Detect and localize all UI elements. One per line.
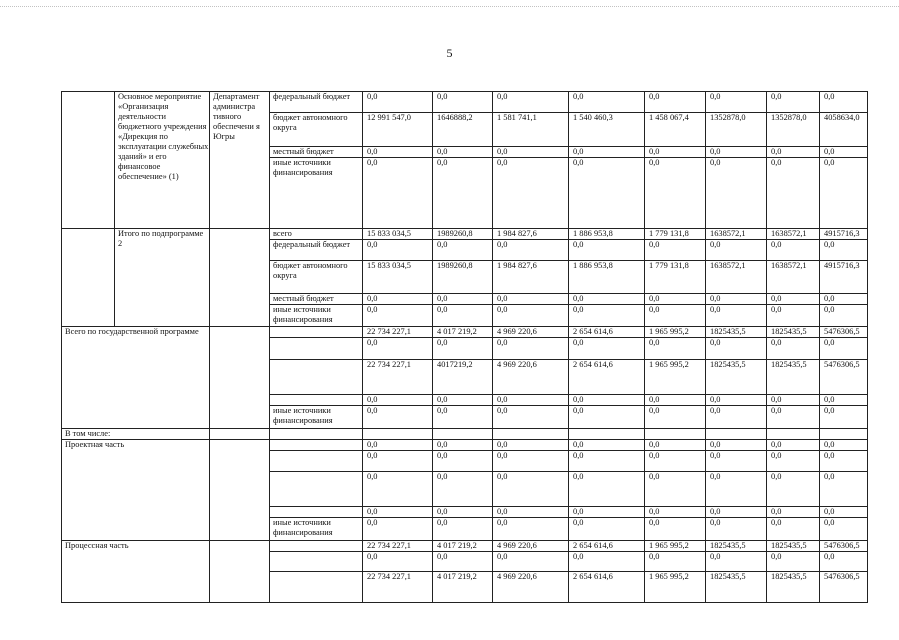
value-cell: 0,0 xyxy=(493,240,569,261)
value-cell: 4 017 219,2 xyxy=(433,541,493,552)
value-cell: 1 965 995,2 xyxy=(645,360,706,395)
value-cell: 0,0 xyxy=(820,158,868,229)
value-cell: 0,0 xyxy=(433,92,493,113)
value-cell: 0,0 xyxy=(433,507,493,518)
value-cell: 0,0 xyxy=(493,451,569,472)
table-cell xyxy=(62,229,115,327)
value-cell: 12 991 547,0 xyxy=(363,113,433,147)
source-cell: местный бюджет xyxy=(270,147,363,158)
value-cell: 0,0 xyxy=(645,507,706,518)
value-cell: 22 734 227,1 xyxy=(363,572,433,603)
value-cell: 0,0 xyxy=(363,451,433,472)
value-cell: 0,0 xyxy=(569,507,645,518)
value-cell xyxy=(363,429,433,440)
value-cell: 1352878,0 xyxy=(706,113,767,147)
value-cell: 0,0 xyxy=(569,338,645,360)
value-cell: 0,0 xyxy=(569,472,645,507)
value-cell: 0,0 xyxy=(363,552,433,572)
value-cell: 5476306,5 xyxy=(820,327,868,338)
value-cell: 0,0 xyxy=(767,395,820,406)
value-cell xyxy=(433,429,493,440)
value-cell: 0,0 xyxy=(645,92,706,113)
value-cell: 1352878,0 xyxy=(767,113,820,147)
value-cell: 2 654 614,6 xyxy=(569,327,645,338)
value-cell: 0,0 xyxy=(493,406,569,429)
source-cell xyxy=(270,552,363,572)
table-row xyxy=(62,327,868,338)
value-cell: 0,0 xyxy=(820,92,868,113)
value-cell: 0,0 xyxy=(645,240,706,261)
value-cell: 0,0 xyxy=(363,240,433,261)
value-cell: 0,0 xyxy=(820,338,868,360)
source-cell xyxy=(270,472,363,507)
value-cell: 1 581 741,1 xyxy=(493,113,569,147)
table-cell xyxy=(210,429,270,440)
value-cell: 0,0 xyxy=(363,406,433,429)
value-cell: 0,0 xyxy=(645,158,706,229)
value-cell: 0,0 xyxy=(433,406,493,429)
value-cell: 0,0 xyxy=(767,406,820,429)
value-cell: 0,0 xyxy=(493,440,569,451)
source-cell: местный бюджет xyxy=(270,294,363,305)
source-cell: бюджет автономного округа xyxy=(270,261,363,294)
value-cell: 0,0 xyxy=(493,395,569,406)
value-cell: 0,0 xyxy=(363,158,433,229)
value-cell: 0,0 xyxy=(820,507,868,518)
value-cell: 4 969 220,6 xyxy=(493,572,569,603)
value-cell: 0,0 xyxy=(820,440,868,451)
value-cell xyxy=(645,429,706,440)
value-cell: 1 965 995,2 xyxy=(645,572,706,603)
source-cell: федеральный бюджет xyxy=(270,92,363,113)
source-cell xyxy=(270,440,363,451)
value-cell: 4 017 219,2 xyxy=(433,572,493,603)
value-cell: 4 969 220,6 xyxy=(493,360,569,395)
value-cell: 0,0 xyxy=(767,518,820,541)
value-cell: 22 734 227,1 xyxy=(363,541,433,552)
value-cell: 0,0 xyxy=(493,552,569,572)
source-cell xyxy=(270,451,363,472)
source-cell xyxy=(270,572,363,603)
project-part-label-cell: Проектная часть xyxy=(62,440,210,541)
value-cell: 0,0 xyxy=(493,338,569,360)
source-cell: иные источники финансирования xyxy=(270,518,363,541)
value-cell: 0,0 xyxy=(363,294,433,305)
value-cell: 5476306,5 xyxy=(820,360,868,395)
source-cell xyxy=(270,327,363,338)
page-number: 5 xyxy=(446,46,453,60)
value-cell: 2 654 614,6 xyxy=(569,541,645,552)
value-cell: 0,0 xyxy=(363,305,433,327)
value-cell: 0,0 xyxy=(820,147,868,158)
value-cell: 1989260,8 xyxy=(433,229,493,240)
value-cell: 0,0 xyxy=(767,338,820,360)
value-cell: 5476306,5 xyxy=(820,572,868,603)
value-cell: 1638572,1 xyxy=(706,261,767,294)
value-cell: 0,0 xyxy=(493,305,569,327)
value-cell: 15 833 034,5 xyxy=(363,229,433,240)
value-cell: 0,0 xyxy=(493,518,569,541)
value-cell: 0,0 xyxy=(645,472,706,507)
value-cell: 0,0 xyxy=(706,294,767,305)
value-cell: 1 886 953,8 xyxy=(569,229,645,240)
source-cell xyxy=(270,507,363,518)
event-name-cell: Основное мероприятие «Организация деятельности бюджетного учреждения «Дирекция по эксплуатации служебных зданий» и его финансовое обеспечение» (1) xyxy=(115,92,210,229)
value-cell: 1638572,1 xyxy=(767,261,820,294)
value-cell: 1 886 953,8 xyxy=(569,261,645,294)
value-cell: 0,0 xyxy=(569,240,645,261)
value-cell: 0,0 xyxy=(493,158,569,229)
value-cell: 0,0 xyxy=(706,92,767,113)
value-cell: 0,0 xyxy=(706,338,767,360)
value-cell: 0,0 xyxy=(767,147,820,158)
value-cell: 0,0 xyxy=(820,305,868,327)
source-cell: бюджет автономного округа xyxy=(270,113,363,147)
value-cell: 0,0 xyxy=(569,518,645,541)
value-cell: 0,0 xyxy=(363,92,433,113)
value-cell: 0,0 xyxy=(645,440,706,451)
responsible-cell: Департамент администра тивного обеспечени я Югры xyxy=(210,92,270,229)
value-cell: 0,0 xyxy=(569,147,645,158)
value-cell: 0,0 xyxy=(569,440,645,451)
value-cell: 5476306,5 xyxy=(820,541,868,552)
value-cell: 0,0 xyxy=(363,395,433,406)
value-cell: 0,0 xyxy=(706,147,767,158)
value-cell: 2 654 614,6 xyxy=(569,572,645,603)
scan-edge-noise xyxy=(0,6,899,8)
table-row xyxy=(62,541,868,552)
value-cell: 0,0 xyxy=(363,338,433,360)
value-cell: 0,0 xyxy=(433,395,493,406)
value-cell: 1646888,2 xyxy=(433,113,493,147)
value-cell: 0,0 xyxy=(820,406,868,429)
source-cell: всего xyxy=(270,229,363,240)
value-cell: 0,0 xyxy=(493,147,569,158)
value-cell: 0,0 xyxy=(645,395,706,406)
value-cell: 0,0 xyxy=(706,440,767,451)
value-cell: 0,0 xyxy=(363,147,433,158)
table-cell xyxy=(62,92,115,229)
value-cell: 0,0 xyxy=(493,294,569,305)
source-cell xyxy=(270,541,363,552)
table-cell xyxy=(270,429,363,440)
value-cell: 4 969 220,6 xyxy=(493,327,569,338)
table-cell xyxy=(210,327,270,429)
value-cell: 0,0 xyxy=(767,552,820,572)
value-cell: 0,0 xyxy=(645,338,706,360)
value-cell: 0,0 xyxy=(433,472,493,507)
value-cell: 0,0 xyxy=(767,240,820,261)
value-cell: 0,0 xyxy=(433,305,493,327)
value-cell: 1 984 827,6 xyxy=(493,261,569,294)
value-cell: 0,0 xyxy=(569,294,645,305)
value-cell: 15 833 034,5 xyxy=(363,261,433,294)
value-cell: 0,0 xyxy=(645,552,706,572)
value-cell: 1825435,5 xyxy=(706,572,767,603)
value-cell: 1 984 827,6 xyxy=(493,229,569,240)
value-cell: 0,0 xyxy=(820,518,868,541)
value-cell xyxy=(706,429,767,440)
value-cell: 0,0 xyxy=(433,451,493,472)
value-cell xyxy=(569,429,645,440)
source-cell: федеральный бюджет xyxy=(270,240,363,261)
total-label-cell: Всего по государственной программе xyxy=(62,327,210,429)
value-cell: 1 965 995,2 xyxy=(645,541,706,552)
value-cell: 0,0 xyxy=(493,92,569,113)
value-cell: 0,0 xyxy=(706,518,767,541)
value-cell: 0,0 xyxy=(820,552,868,572)
value-cell: 0,0 xyxy=(820,294,868,305)
process-part-label-cell: Процессная часть xyxy=(62,541,210,603)
value-cell: 22 734 227,1 xyxy=(363,360,433,395)
table-cell xyxy=(210,541,270,603)
value-cell: 0,0 xyxy=(433,440,493,451)
value-cell: 0,0 xyxy=(645,406,706,429)
value-cell: 0,0 xyxy=(433,338,493,360)
value-cell: 4 017 219,2 xyxy=(433,327,493,338)
value-cell: 0,0 xyxy=(706,240,767,261)
value-cell: 0,0 xyxy=(363,440,433,451)
value-cell: 0,0 xyxy=(767,440,820,451)
value-cell: 0,0 xyxy=(363,507,433,518)
source-cell: иные источники финансирования xyxy=(270,158,363,229)
value-cell: 0,0 xyxy=(706,395,767,406)
value-cell: 0,0 xyxy=(820,240,868,261)
value-cell: 1825435,5 xyxy=(706,360,767,395)
value-cell: 1638572,1 xyxy=(706,229,767,240)
value-cell: 0,0 xyxy=(820,451,868,472)
value-cell xyxy=(767,429,820,440)
value-cell: 1 540 460,3 xyxy=(569,113,645,147)
value-cell: 0,0 xyxy=(706,158,767,229)
value-cell: 1 779 131,8 xyxy=(645,229,706,240)
value-cell: 1825435,5 xyxy=(767,541,820,552)
value-cell: 0,0 xyxy=(569,92,645,113)
value-cell: 1 458 067,4 xyxy=(645,113,706,147)
value-cell: 4915716,3 xyxy=(820,261,868,294)
value-cell: 0,0 xyxy=(767,158,820,229)
value-cell: 0,0 xyxy=(767,451,820,472)
value-cell: 0,0 xyxy=(706,507,767,518)
value-cell: 0,0 xyxy=(820,395,868,406)
value-cell: 1825435,5 xyxy=(706,541,767,552)
value-cell: 0,0 xyxy=(433,240,493,261)
value-cell: 22 734 227,1 xyxy=(363,327,433,338)
financing-table xyxy=(61,91,868,603)
value-cell xyxy=(493,429,569,440)
value-cell: 0,0 xyxy=(645,294,706,305)
value-cell: 0,0 xyxy=(645,305,706,327)
value-cell: 0,0 xyxy=(363,472,433,507)
value-cell: 1825435,5 xyxy=(767,360,820,395)
table-row xyxy=(62,429,868,440)
table-row xyxy=(62,229,868,240)
value-cell: 0,0 xyxy=(645,451,706,472)
value-cell: 0,0 xyxy=(767,472,820,507)
value-cell: 0,0 xyxy=(706,472,767,507)
including-label-cell: В том числе: xyxy=(62,429,210,440)
value-cell: 1825435,5 xyxy=(767,327,820,338)
value-cell: 0,0 xyxy=(433,552,493,572)
value-cell: 1825435,5 xyxy=(767,572,820,603)
value-cell: 0,0 xyxy=(706,451,767,472)
source-cell xyxy=(270,360,363,395)
value-cell: 4017219,2 xyxy=(433,360,493,395)
value-cell: 2 654 614,6 xyxy=(569,360,645,395)
value-cell: 1638572,1 xyxy=(767,229,820,240)
value-cell: 0,0 xyxy=(433,147,493,158)
source-cell xyxy=(270,338,363,360)
value-cell: 0,0 xyxy=(493,472,569,507)
source-cell: иные источники финансирования xyxy=(270,406,363,429)
value-cell: 4058634,0 xyxy=(820,113,868,147)
value-cell: 0,0 xyxy=(569,552,645,572)
value-cell: 1 965 995,2 xyxy=(645,327,706,338)
value-cell: 0,0 xyxy=(433,294,493,305)
value-cell: 0,0 xyxy=(569,451,645,472)
value-cell: 0,0 xyxy=(767,305,820,327)
table-row xyxy=(62,440,868,451)
source-cell xyxy=(270,395,363,406)
source-cell: иные источники финансирования xyxy=(270,305,363,327)
value-cell: 0,0 xyxy=(820,472,868,507)
subtotal-label-cell: Итого по подпрограмме 2 xyxy=(115,229,210,327)
value-cell: 0,0 xyxy=(767,294,820,305)
value-cell: 0,0 xyxy=(493,507,569,518)
table-row xyxy=(62,92,868,113)
value-cell: 1989260,8 xyxy=(433,261,493,294)
value-cell: 4 969 220,6 xyxy=(493,541,569,552)
value-cell: 0,0 xyxy=(569,305,645,327)
value-cell: 1 779 131,8 xyxy=(645,261,706,294)
value-cell: 0,0 xyxy=(569,406,645,429)
value-cell: 0,0 xyxy=(706,406,767,429)
value-cell xyxy=(820,429,868,440)
value-cell: 0,0 xyxy=(645,147,706,158)
value-cell: 0,0 xyxy=(706,305,767,327)
value-cell: 0,0 xyxy=(767,92,820,113)
value-cell: 4915716,3 xyxy=(820,229,868,240)
value-cell: 0,0 xyxy=(569,395,645,406)
value-cell: 0,0 xyxy=(363,518,433,541)
value-cell: 0,0 xyxy=(433,518,493,541)
value-cell: 1825435,5 xyxy=(706,327,767,338)
value-cell: 0,0 xyxy=(645,518,706,541)
table-cell xyxy=(210,440,270,541)
value-cell: 0,0 xyxy=(569,158,645,229)
value-cell: 0,0 xyxy=(706,552,767,572)
table-cell xyxy=(210,229,270,327)
value-cell: 0,0 xyxy=(433,158,493,229)
value-cell: 0,0 xyxy=(767,507,820,518)
